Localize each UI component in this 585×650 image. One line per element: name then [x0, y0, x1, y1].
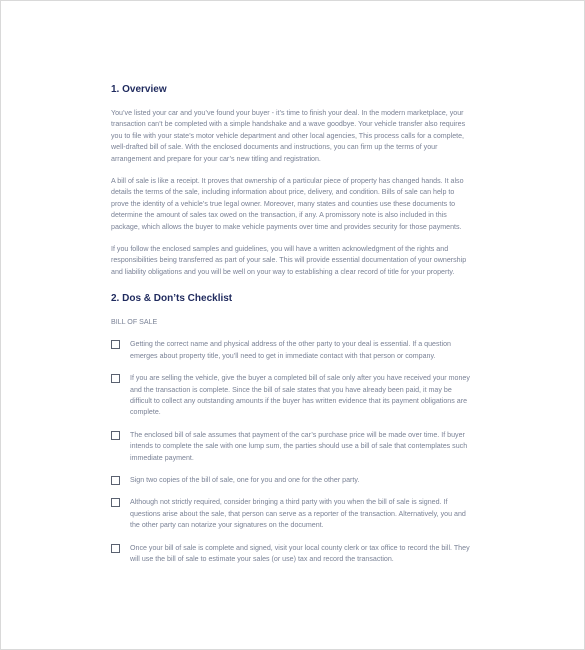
checklist-item — [111, 543, 471, 566]
checklist-item-text: If you are selling the vehicle, give the buyer a completed bill of sale only after you have received your money and the transaction is complete. Since the bill of sale states that you have already been paid, it may be difficult to collect any outstanding amounts if the buyer has written evidence that its payment obligations are complete. — [130, 374, 470, 417]
overview-title: 1. Overview — [111, 84, 167, 95]
checklist — [111, 339, 471, 565]
checkbox[interactable] — [111, 374, 120, 383]
checklist-item-text: Sign two copies of the bill of sale, one for you and one for the other party. — [130, 475, 360, 484]
checkbox[interactable] — [111, 498, 120, 507]
checklist-item — [111, 430, 471, 464]
document-content — [111, 83, 471, 576]
checklist-item-text: Getting the correct name and physical address of the other party to your deal is essential. If a question emerges about property title, you’ll need to get in immediate contact with that person or company. — [130, 340, 451, 360]
checklist-item — [111, 373, 471, 419]
checkbox[interactable] — [111, 340, 120, 349]
checkbox[interactable] — [111, 544, 120, 553]
checklist-item — [111, 475, 471, 486]
checkbox[interactable] — [111, 431, 120, 440]
checkbox[interactable] — [111, 476, 120, 485]
checklist-item-text: Although not strictly required, consider bringing a third party with you when the bill of sale is signed. If questions arise about the sale, that person can serve as a reporter of the transaction. Alternatively, you and the other party can notarize your signatures on the document. — [130, 498, 466, 530]
checklist-item-text: The enclosed bill of sale assumes that payment of the car’s purchase price will be made over time. If buyer intends to complete the sale with one lump sum, the parties should use a bill of sale that contemplates such immediate payment. — [130, 430, 468, 462]
overview-paragraph: If you follow the enclosed samples and guidelines, you will have a written acknowledgment of the rights and responsibilities being transferred as part of your sale. This will provide essential documentation of your ownership and liability obligations and you will be well on your way to establishing a clear record of title for your property. — [111, 245, 467, 276]
checklist-item-text: Once your bill of sale is complete and signed, visit your local county clerk or tax office to record the bill. They will use the bill of sale to estimate your sales (or use) tax and record the transaction. — [130, 543, 470, 563]
checklist-title: 2. Dos & Don’ts Checklist — [111, 293, 233, 305]
overview-paragraph: You’ve listed your car and you’ve found your buyer - it’s time to finish your deal. In the modern marketplace, your transaction can’t be completed with a simple handshake and a wave goodbye. Your vehicle transfer also requires you to file with your state’s motor vehicle department and other local agencies, This process calls for a complete, well-drafted bill of sale. With the enclosed documents and instructions, you can firm up the terms of your arrangement and prepare for your car’s new titling and registration. — [111, 109, 466, 163]
overview-paragraph: A bill of sale is like a receipt. It proves that ownership of a particular piece of property has changed hands. It also details the terms of the sale, including information about price, delivery, and condition. Bills of sale can help to prove the identity of a vehicle’s true legal owner. Moreover, many states and counties use these documents to determine the amount of sales tax owed on the transaction, if any. A promissory note is also included in this package, which allows the buyer to make vehicle payments over time and provides security for those payments. — [111, 177, 464, 231]
checklist-item — [111, 497, 471, 531]
overview-section — [111, 83, 471, 278]
checklist-item — [111, 339, 471, 362]
checklist-section — [111, 292, 471, 565]
checklist-subheading: BILL OF SALE — [111, 318, 158, 327]
